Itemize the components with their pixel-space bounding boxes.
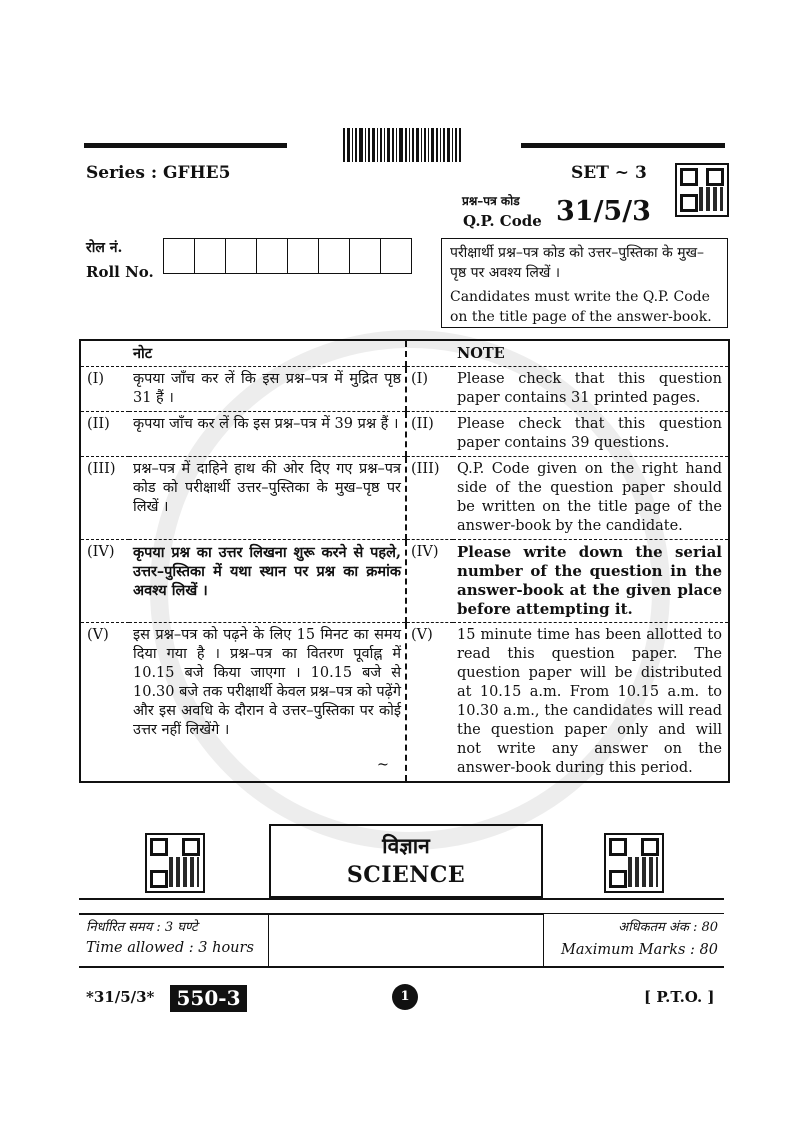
roll-digit-box[interactable] — [381, 239, 411, 273]
note-number: (IV) — [87, 544, 115, 560]
bottom-divider-line — [79, 966, 724, 968]
notes-heading-en: NOTE — [457, 345, 505, 362]
notes-table — [79, 339, 730, 783]
roll-digit-box[interactable] — [288, 239, 319, 273]
roll-digit-box[interactable] — [195, 239, 226, 273]
note-number: (V) — [411, 627, 433, 643]
qr-code-left — [145, 833, 205, 893]
note-number: (V) — [87, 627, 109, 643]
note-text-hi: इस प्रश्न–पत्र को पढ़ने के लिए 15 मिनट का समय दिया गया है । प्रश्न–पत्र का वितरण पूर्वाह्न में 10.15 बजे किया जाएगा । 10.15 बजे से 10.30 बजे तक परीक्षार्थी केवल प्रश्न–पत्र को पढ़ेंगे और इस अवधि के दौरान वे उत्तर–पुस्तिका पर कोई उत्तर नहीं लिखेंगे । — [133, 627, 401, 738]
note-number: (I) — [87, 371, 105, 387]
qp-code-label-hi: प्रश्न–पत्र कोड — [462, 194, 520, 208]
candidate-instruction-hi: परीक्षार्थी प्रश्न–पत्र कोड को उत्तर–पुस्तिका के मुख–पृष्ठ पर अवश्य लिखें । — [450, 245, 705, 281]
note-text-hi: कृपया जाँच कर लें कि इस प्रश्न–पत्र में 39 प्रश्न हैं । — [129, 412, 406, 457]
roll-digit-box[interactable] — [319, 239, 350, 273]
roll-digit-box[interactable] — [164, 239, 195, 273]
candidate-instruction-en: Candidates must write the Q.P. Code on the title page of the answer-book. — [450, 289, 712, 325]
roll-number-boxes[interactable] — [163, 238, 412, 274]
note-number: (III) — [87, 461, 116, 477]
note-text-en: Please write down the serial number of the question in the answer-book at the given place before attempting it. — [457, 543, 722, 618]
notes-row — [80, 367, 729, 412]
note-text-hi: कृपया प्रश्न का उत्तर लिखना शुरू करने से पहले, उत्तर–पुस्तिका में यथा स्थान पर प्रश्न का क्रमांक अवश्य लिखें । — [129, 540, 406, 623]
qr-code-right — [604, 833, 664, 893]
notes-row — [80, 412, 729, 457]
tilde-mark: ~ — [376, 757, 389, 773]
notes-row — [80, 457, 729, 540]
page-number: 1 — [392, 984, 418, 1010]
notes-row — [80, 623, 729, 783]
qr-code-top — [675, 163, 729, 217]
pto-label: [ P.T.O. ] — [644, 988, 715, 1006]
barcode-graphic — [343, 128, 469, 162]
notes-row — [80, 540, 729, 623]
time-allowed-en: Time allowed : 3 hours — [86, 940, 254, 956]
note-number: (II) — [87, 416, 110, 432]
roll-digit-box[interactable] — [257, 239, 288, 273]
top-left-rule — [84, 143, 287, 148]
footer-code: *31/5/3* — [86, 988, 155, 1006]
subject-box — [269, 824, 543, 898]
series-label: Series : GFHE5 — [86, 163, 231, 183]
subject-hi: विज्ञान — [382, 833, 430, 858]
max-marks-hi: अधिकतम अंक : 80 — [618, 920, 718, 935]
footer-badge: 550-3 — [170, 985, 247, 1012]
max-marks-en: Maximum Marks : 80 — [561, 942, 718, 958]
divider-line — [79, 898, 724, 900]
roll-label-hi: रोल नं. — [86, 240, 123, 256]
note-text-en: Please check that this question paper contains 39 questions. — [457, 416, 722, 451]
subject-en: SCIENCE — [346, 862, 466, 888]
top-right-rule — [521, 143, 725, 148]
note-number: (III) — [411, 461, 440, 477]
note-text-en: 15 minute time has been allotted to read this question paper. The question paper will be distributed at 10.15 a.m. From 10.15 a.m. to 10.30 a.m., the candidates will read the question paper only and will not write any answer on the answer-book during this period. — [457, 627, 722, 776]
time-box-top-line — [79, 913, 544, 915]
note-text-hi: प्रश्न–पत्र में दाहिने हाथ की ओर दिए गए प्रश्न–पत्र कोड को परीक्षार्थी उत्तर–पुस्तिका के मुख–पृष्ठ पर लिखें । — [129, 457, 406, 540]
roll-label-en: Roll No. — [86, 263, 154, 281]
notes-header-row — [80, 340, 729, 367]
roll-digit-box[interactable] — [350, 239, 381, 273]
roll-digit-box[interactable] — [226, 239, 257, 273]
note-number: (II) — [411, 416, 434, 432]
note-text-hi: कृपया जाँच कर लें कि इस प्रश्न–पत्र में मुद्रित पृष्ठ 31 हैं । — [129, 367, 406, 412]
qp-code-value: 31/5/3 — [556, 196, 651, 227]
time-allowed-hi: निर्धारित समय : 3 घण्टे — [86, 920, 198, 935]
notes-heading-hi: नोट — [129, 340, 406, 367]
note-text-en: Q.P. Code given on the right hand side of the question paper should be written on the title page of the answer-book by the candidate. — [457, 461, 722, 534]
candidate-instruction-box — [441, 238, 728, 328]
qp-code-label-en: Q.P. Code — [463, 212, 542, 230]
note-number: (I) — [411, 371, 429, 387]
set-label: SET ~ 3 — [571, 163, 647, 183]
note-number: (IV) — [411, 544, 439, 560]
note-text-en: Please check that this question paper contains 31 printed pages. — [457, 371, 722, 406]
